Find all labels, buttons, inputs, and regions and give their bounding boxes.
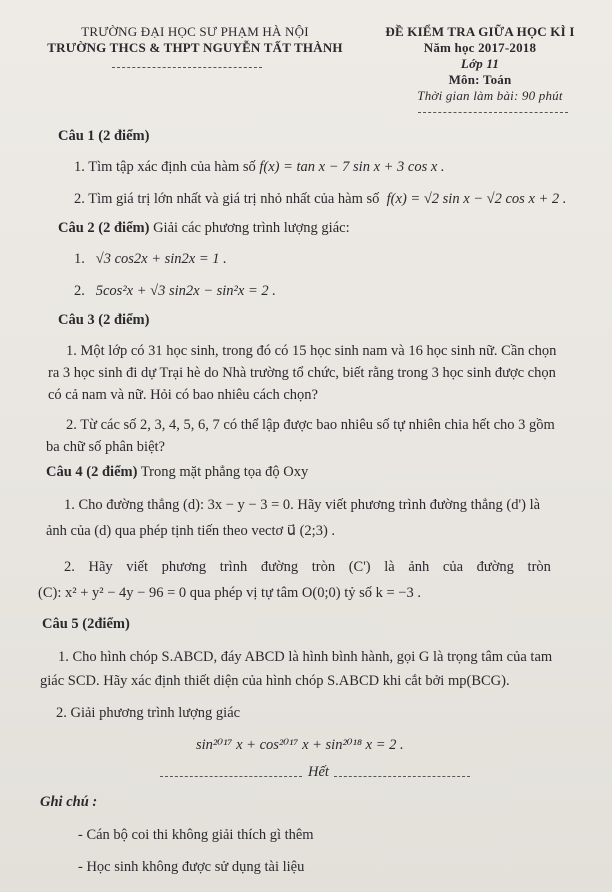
q3-item1-line2: ra 3 học sinh đi dự Trại hè do Nhà trường tổ chức, biết rằng trong 3 học sinh được chọn — [48, 365, 556, 381]
q1-heading: Câu 1 (2 điểm) — [58, 128, 150, 144]
school-name-1: TRƯỜNG ĐẠI HỌC SƯ PHẠM HÀ NỘI — [81, 24, 309, 39]
q1-item1-formula: f(x) = tan x − 7 sin x + 3 cos x . — [259, 159, 445, 175]
subject: Môn: Toán — [448, 72, 512, 87]
header-right-divider — [418, 112, 568, 113]
q2-item2 — [74, 280, 276, 302]
q2-item2-formula: 5cos²x + √3 sin2x − sin²x = 2 . — [95, 283, 276, 299]
school-year: Năm học 2017-2018 — [423, 40, 537, 55]
q2-item1 — [74, 248, 227, 270]
q4-intro: Trong mặt phẳng tọa độ Oxy — [140, 464, 309, 480]
school-name-2: TRƯỜNG THCS & THPT NGUYỄN TẤT THÀNH — [47, 40, 343, 55]
q2-item1-num: 1. — [74, 251, 85, 267]
q4-item2-line1: 2. Hãy viết phương trình đường tròn (C') là ảnh của đường tròn — [64, 559, 551, 575]
end-rule-left — [160, 776, 302, 777]
q5-heading: Câu 5 (2điểm) — [42, 616, 130, 632]
note-2: - Học sinh không được sử dụng tài liệu — [78, 859, 305, 875]
end-mark: Hết — [308, 764, 329, 780]
q2-item2-num: 2. — [74, 283, 85, 299]
q3-heading: Câu 3 (2 điểm) — [58, 312, 150, 328]
header-left-divider — [112, 67, 262, 68]
q1-item2-text: 2. Tìm giá trị lớn nhất và giá trị nhỏ nhất của hàm số — [74, 191, 380, 207]
q1-item1-text: 1. Tìm tập xác định của hàm số — [74, 159, 256, 175]
q1-item2-formula: f(x) = √2 sin x − √2 cos x + 2 . — [386, 191, 567, 207]
end-rule-right — [334, 776, 470, 777]
q2-heading: Câu 2 (2 điểm) — [58, 220, 150, 236]
grade: Lớp 11 — [460, 56, 500, 71]
q5-item1-line2: giác SCD. Hãy xác định thiết diện của hình chóp S.ABCD khi cắt bởi mp(BCG). — [40, 673, 510, 689]
q2-intro: Giải các phương trình lượng giác: — [153, 220, 350, 236]
duration: Thời gian làm bài: 90 phút — [417, 88, 563, 103]
q3-item2-line2: ba chữ số phân biệt? — [46, 439, 165, 455]
q5-item2-formula: sin²⁰¹⁷ x + cos²⁰¹⁷ x + sin²⁰¹⁸ x = 2 . — [196, 737, 404, 753]
q5-item2-text: 2. Giải phương trình lượng giác — [56, 705, 241, 721]
note-1: - Cán bộ coi thi không giải thích gì thêm — [78, 827, 314, 843]
exam-title: ĐỀ KIỂM TRA GIỮA HỌC KÌ I — [385, 24, 575, 39]
q3-item2-line1: 2. Từ các số 2, 3, 4, 5, 6, 7 có thể lập được bao nhiêu số tự nhiên chia hết cho 3 gồm — [66, 417, 555, 433]
q2-item1-formula: √3 cos2x + sin2x = 1 . — [95, 251, 227, 267]
q4-item2-line2: (C): x² + y² − 4y − 96 = 0 qua phép vị tự tâm O(0;0) tỷ số k = −3 . — [38, 585, 421, 601]
q2-line — [58, 220, 350, 237]
q5-item1-line1: 1. Cho hình chóp S.ABCD, đáy ABCD là hình bình hành, gọi G là trọng tâm của tam — [58, 649, 553, 665]
q4-item1-line2: ảnh của (d) qua phép tịnh tiến theo vectơ u⃗ (2;3) . — [46, 523, 336, 539]
q4-heading: Câu 4 (2 điểm) — [46, 464, 138, 480]
q3-item1-line3: có cả nam và nữ. Hỏi có bao nhiêu cách chọn? — [48, 387, 318, 403]
q3-item1-line1: 1. Một lớp có 31 học sinh, trong đó có 15 học sinh nam và 16 học sinh nữ. Cần chọn — [66, 343, 557, 359]
note-title: Ghi chú : — [40, 794, 98, 810]
q4-item1-line1: 1. Cho đường thẳng (d): 3x − y − 3 = 0. Hãy viết phương trình đường thẳng (d') là — [64, 497, 541, 513]
q4-line — [46, 464, 308, 481]
q1-item2 — [74, 188, 566, 210]
q1-item1 — [74, 156, 445, 178]
